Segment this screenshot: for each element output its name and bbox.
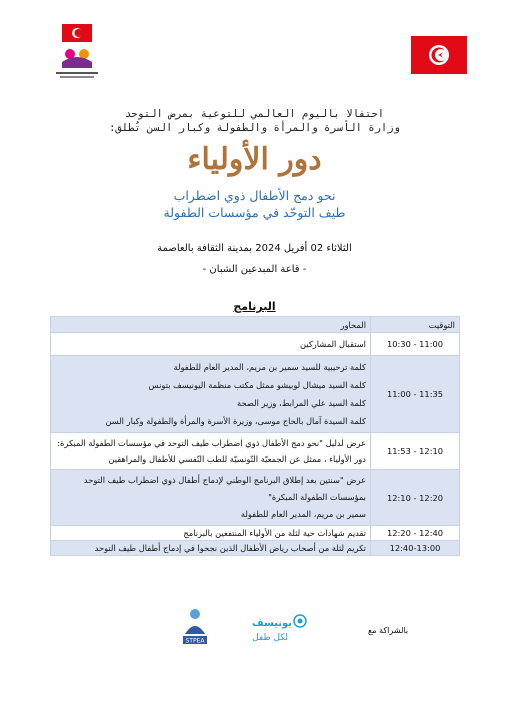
row-time: 11:00 - 11:35 — [371, 356, 460, 433]
stpea-name: STPEA — [185, 637, 205, 645]
topic-item: تكريم لثلة من أصحاب رياض الأطفال الذين نجحوا في إدماج أطفال طيف التوحد — [94, 543, 366, 553]
table-row — [51, 433, 460, 470]
table-row — [51, 470, 460, 526]
table-row — [51, 333, 460, 356]
header-line-2: وزارة الأسرة والمرأة والطفولة وكبار السن تُطلق: — [109, 122, 400, 134]
row-topic — [51, 526, 371, 541]
table-row — [51, 541, 460, 556]
topic-item: عرض "سنتين بعد إطلاق البرنامج الوطني لإدماج أطفال ذوي اضطراب طيف التوحد بمؤسسات الطفولة المبكرة" — [83, 475, 366, 502]
row-topic — [51, 433, 371, 470]
topic-item: كلمة السيد علي المرابط، وزير الصحة — [237, 398, 366, 408]
ministry-logo — [52, 24, 102, 82]
topic-item: تقديم شهادات حية لثلة من الأولياء المنتفعين بالبرنامج — [183, 528, 366, 538]
table-row — [51, 356, 460, 433]
subtitle-line-2: طيف التوحّد في مؤسسات الطفولة — [163, 205, 346, 220]
row-time: 11:53 - 12:10 — [371, 433, 460, 470]
row-topic — [51, 470, 371, 526]
unicef-logo — [248, 612, 310, 644]
row-time: 12:20 - 12:40 — [371, 526, 460, 541]
subtitle-line-1: نحو دمج الأطفال ذوي اضطراب — [173, 188, 336, 203]
topic-item: كلمة ترحيبية للسيد سمير بن مريم، المدير العام للطفولة — [173, 362, 366, 372]
row-time: 12:40-13:00 — [371, 541, 460, 556]
time-column-header: التوقيت — [371, 317, 460, 333]
event-venue: - قاعة المبدعين الشبان - — [202, 264, 307, 275]
topic-item: كلمة السيد ميشال لوبيشو ممثل مكتب منظمة اليونيسف بتونس — [148, 380, 366, 390]
stpea-logo — [181, 606, 209, 648]
page-title: دور الأولياء — [187, 142, 322, 177]
partners-label: بالشراكة مع — [368, 626, 409, 635]
table-row — [51, 526, 460, 541]
topic-column-header: المحاور — [51, 317, 371, 333]
topic-item: استقبال المشاركين — [300, 339, 366, 349]
unicef-name: يونيسف — [252, 618, 292, 629]
program-title: البرنامج — [233, 300, 276, 313]
row-topic — [51, 541, 371, 556]
tunisia-flag-icon — [411, 36, 467, 74]
topic-item: كلمة السيدة آمال بالحاج موسى، وزيرة الأسرة والمرأة والطفولة وكبار السن — [105, 416, 366, 426]
row-topic — [51, 356, 371, 433]
row-time: 12:10 - 12:20 — [371, 470, 460, 526]
topic-item: سمير بن مريم، المدير العام للطفولة — [240, 509, 366, 519]
event-date: الثلاثاء 02 أفريل 2024 بمدينة الثقافة بالعاصمة — [157, 243, 352, 254]
header-line-1: احتفالا باليوم العالمي للتوعية بمرض التوحد — [124, 108, 385, 120]
row-time: 10:30 - 11:00 — [371, 333, 460, 356]
unicef-tagline: لكل طفل — [252, 633, 288, 643]
table-header-row — [51, 317, 460, 333]
topic-item: عرض لدليل "نحو دمج الأطفال ذوي اضطراب طيف التوحد في مؤسسات الطفولة المبكرة: دور الأولياء ، ممثل عن الجمعيّة التّونسيّة للطب النّفسي للأطفال والمراهقين — [57, 438, 366, 464]
row-topic — [51, 333, 371, 356]
program-table — [50, 316, 460, 556]
